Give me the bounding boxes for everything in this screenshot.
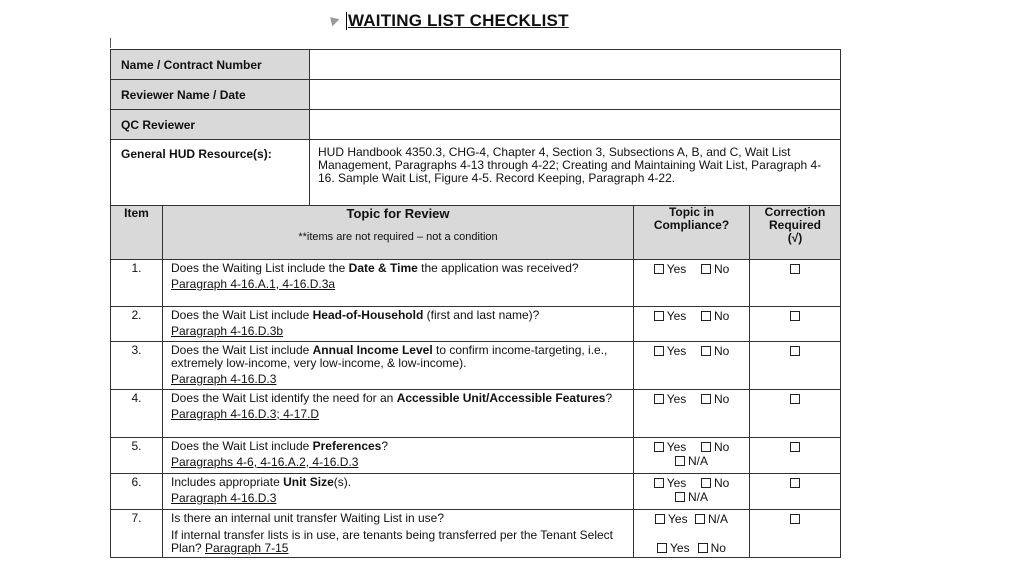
compliance-options bbox=[634, 438, 750, 474]
question-text-end: (first and last name)? bbox=[423, 308, 540, 322]
no-label: No bbox=[713, 309, 730, 323]
yes-label: Yes bbox=[666, 440, 687, 454]
resource-label: General HUD Resource(s): bbox=[111, 140, 310, 207]
header-topic-title: Topic for Review bbox=[346, 206, 450, 221]
question-keyword: Annual Income Level bbox=[312, 343, 433, 357]
item-question bbox=[163, 438, 634, 474]
name-contract-label: Name / Contract Number bbox=[111, 50, 310, 80]
info-table bbox=[110, 49, 841, 207]
compliance-options bbox=[634, 510, 750, 558]
qc-row bbox=[111, 110, 841, 140]
text-cursor bbox=[346, 12, 347, 30]
na-option bbox=[634, 491, 749, 504]
question-keyword: Accessible Unit/Accessible Features bbox=[396, 391, 606, 405]
question-text: Does the Waiting List include the bbox=[171, 261, 349, 275]
name-row bbox=[111, 50, 841, 80]
na-label: N/A bbox=[687, 454, 708, 468]
item-number: 1. bbox=[111, 260, 163, 307]
table-row bbox=[111, 342, 841, 390]
paragraph-reference: Paragraph 7-15 bbox=[205, 541, 289, 555]
compliance-options bbox=[634, 307, 750, 342]
yes-label: Yes bbox=[666, 262, 687, 276]
question-text-end: ? bbox=[605, 391, 613, 405]
item-question bbox=[163, 510, 634, 558]
correction-cell bbox=[750, 342, 841, 390]
na-checkbox[interactable] bbox=[675, 456, 685, 466]
question-keyword: Unit Size bbox=[283, 475, 334, 489]
item-question bbox=[163, 307, 634, 342]
correction-checkbox[interactable] bbox=[790, 311, 800, 321]
paragraph-reference: Paragraph 4-16.D.3 bbox=[171, 491, 277, 505]
reviewer-row bbox=[111, 80, 841, 110]
paragraph-reference: Paragraph 4-16.D.3 bbox=[171, 372, 277, 386]
item-number: 5. bbox=[111, 438, 163, 474]
yes-checkbox[interactable] bbox=[654, 478, 664, 488]
compliance-options bbox=[634, 260, 750, 307]
checklist-table bbox=[110, 205, 841, 558]
question-keyword: Preferences bbox=[312, 439, 382, 453]
followup-yes-label: Yes bbox=[670, 541, 690, 555]
header-topic bbox=[163, 206, 634, 260]
collapse-triangle-icon[interactable] bbox=[327, 14, 340, 27]
yes-label: Yes bbox=[666, 392, 687, 406]
na-checkbox[interactable] bbox=[675, 492, 685, 502]
yes-checkbox[interactable] bbox=[654, 311, 664, 321]
question-text: Does the Wait List identify the need for an bbox=[171, 391, 397, 405]
resource-row bbox=[111, 140, 841, 207]
correction-cell bbox=[750, 260, 841, 307]
followup-no-label: No bbox=[710, 541, 726, 555]
item-number: 2. bbox=[111, 307, 163, 342]
no-checkbox[interactable] bbox=[701, 478, 711, 488]
question-keyword: Date & Time bbox=[348, 261, 418, 275]
followup-yes-checkbox[interactable] bbox=[657, 543, 667, 553]
followup-options bbox=[634, 542, 749, 555]
reviewer-label: Reviewer Name / Date bbox=[111, 80, 310, 110]
na-checkbox[interactable] bbox=[695, 514, 705, 524]
table-row bbox=[111, 438, 841, 474]
question-text-end: the application was received? bbox=[417, 261, 579, 275]
header-compliance: Topic in Compliance? bbox=[634, 206, 750, 260]
no-checkbox[interactable] bbox=[701, 346, 711, 356]
yes-label: Yes bbox=[668, 512, 688, 526]
question-text: Is there an internal unit transfer Waiting List in use? bbox=[171, 511, 445, 525]
yes-label: Yes bbox=[666, 344, 687, 358]
header-correction-line2: Required bbox=[768, 218, 821, 232]
item-number: 6. bbox=[111, 474, 163, 510]
na-label: N/A bbox=[707, 512, 728, 526]
na-label: N/A bbox=[687, 490, 708, 504]
header-correction-line3: (√) bbox=[787, 231, 803, 245]
correction-checkbox[interactable] bbox=[790, 478, 800, 488]
question-text-end: to confirm income-targeting, i.e., extremely low-income, very low-income, & low-income). bbox=[171, 343, 608, 370]
question-text-end: (s). bbox=[333, 475, 352, 489]
correction-cell bbox=[750, 438, 841, 474]
question-text-end: ? bbox=[381, 439, 389, 453]
paragraph-reference: Paragraph 4-16.A.1, 4-16.D.3a bbox=[171, 277, 336, 291]
followup-no-checkbox[interactable] bbox=[698, 543, 708, 553]
correction-checkbox[interactable] bbox=[790, 394, 800, 404]
yes-checkbox[interactable] bbox=[654, 346, 664, 356]
correction-cell bbox=[750, 390, 841, 438]
no-checkbox[interactable] bbox=[701, 264, 711, 274]
item-number: 4. bbox=[111, 390, 163, 438]
question-text: Does the Wait List include bbox=[171, 343, 313, 357]
table-row bbox=[111, 390, 841, 438]
yes-label: Yes bbox=[666, 309, 687, 323]
header-correction bbox=[750, 206, 841, 260]
no-checkbox[interactable] bbox=[701, 442, 711, 452]
compliance-options bbox=[634, 390, 750, 438]
header-correction-line1: Correction bbox=[764, 205, 826, 219]
no-label: No bbox=[713, 262, 730, 276]
correction-checkbox[interactable] bbox=[790, 346, 800, 356]
margin-marker bbox=[110, 38, 111, 48]
yes-checkbox[interactable] bbox=[654, 394, 664, 404]
question-text: Includes appropriate bbox=[171, 475, 284, 489]
table-row bbox=[111, 260, 841, 307]
header-item: Item bbox=[111, 206, 163, 260]
correction-cell bbox=[750, 474, 841, 510]
compliance-options bbox=[634, 342, 750, 390]
no-label: No bbox=[713, 344, 730, 358]
reviewer-field[interactable] bbox=[310, 80, 841, 110]
paragraph-reference: Paragraph 4-16.D.3; 4-17.D bbox=[171, 407, 320, 421]
yes-label: Yes bbox=[666, 476, 687, 490]
title-row bbox=[0, 10, 1024, 36]
compliance-options bbox=[634, 474, 750, 510]
item-number: 7. bbox=[111, 510, 163, 558]
correction-cell bbox=[750, 510, 841, 558]
yes-checkbox[interactable] bbox=[654, 264, 664, 274]
qc-reviewer-field[interactable] bbox=[310, 110, 841, 140]
item-question bbox=[163, 390, 634, 438]
qc-reviewer-label: QC Reviewer bbox=[111, 110, 310, 140]
correction-cell bbox=[750, 307, 841, 342]
table-row bbox=[111, 307, 841, 342]
item-question bbox=[163, 342, 634, 390]
name-contract-field[interactable] bbox=[310, 50, 841, 80]
no-label: No bbox=[713, 392, 730, 406]
correction-checkbox[interactable] bbox=[790, 264, 800, 274]
item-number: 3. bbox=[111, 342, 163, 390]
yes-checkbox[interactable] bbox=[655, 514, 665, 524]
document-title: WAITING LIST CHECKLIST bbox=[348, 11, 569, 30]
item-question bbox=[163, 474, 634, 510]
table-row bbox=[111, 474, 841, 510]
no-label: No bbox=[713, 476, 730, 490]
header-topic-note: **items are not required – not a condition bbox=[298, 231, 498, 243]
paragraph-reference: Paragraphs 4-6, 4-16.A.2, 4-16.D.3 bbox=[171, 455, 359, 469]
yes-checkbox[interactable] bbox=[654, 442, 664, 452]
no-label: No bbox=[713, 440, 730, 454]
question-keyword: Head-of-Household bbox=[312, 308, 424, 322]
item-question bbox=[163, 260, 634, 307]
paragraph-reference: Paragraph 4-16.D.3b bbox=[171, 324, 284, 338]
question-text: Does the Wait List include bbox=[171, 439, 313, 453]
resource-value: HUD Handbook 4350.3, CHG-4, Chapter 4, Section 3, Subsections A, B, and C, Wait List Management, Paragraphs 4-13 through 4-22; Creating and Maintaining Wait List, Paragraph 4-16. Sample Wait List, Figure 4-5. Record Keeping, Paragraph 4-22. bbox=[310, 140, 841, 207]
correction-checkbox[interactable] bbox=[790, 442, 800, 452]
checklist-header bbox=[111, 206, 841, 260]
question-text: Does the Wait List include bbox=[171, 308, 313, 322]
no-checkbox[interactable] bbox=[701, 394, 711, 404]
table-row bbox=[111, 510, 841, 558]
correction-checkbox[interactable] bbox=[790, 514, 800, 524]
no-checkbox[interactable] bbox=[701, 311, 711, 321]
na-option bbox=[634, 455, 749, 468]
question-text-followup: If internal transfer lists is in use, are tenants being transferred per the Tenant Select Plan? bbox=[171, 528, 614, 555]
